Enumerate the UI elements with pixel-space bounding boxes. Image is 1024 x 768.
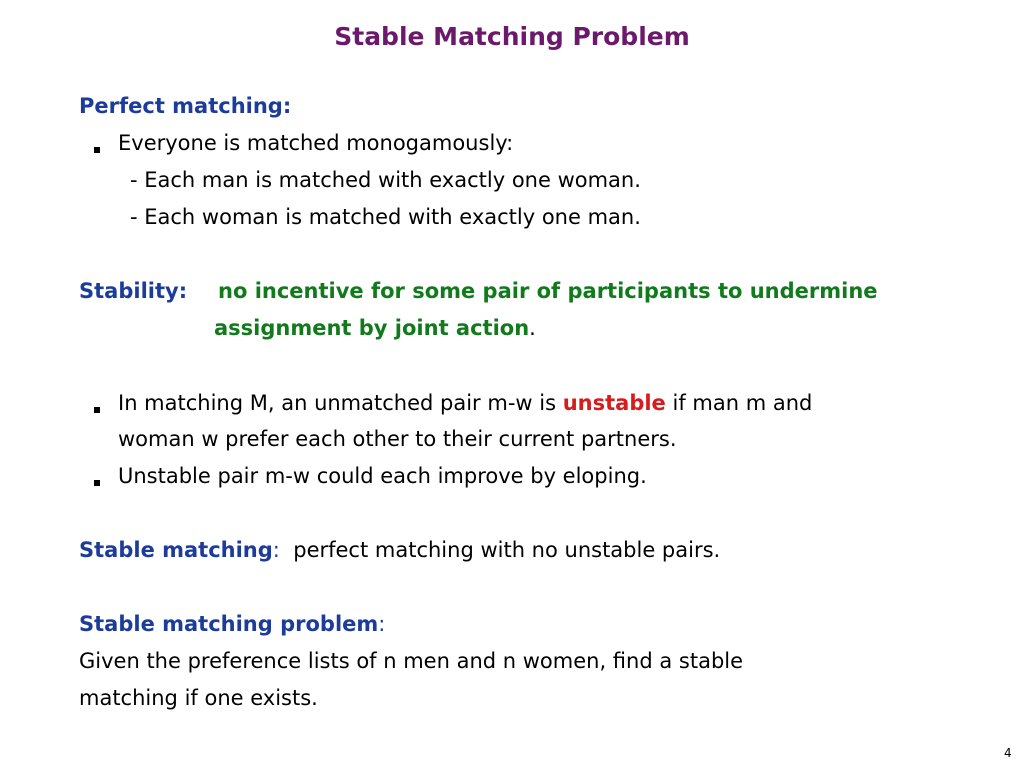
page-number: 4 bbox=[1004, 746, 1012, 760]
unstable-bullet-line1 bbox=[118, 388, 812, 418]
problem-text-line1: Given the preference lists of n men and n women, find a stable bbox=[79, 649, 744, 673]
unstable-term: unstable bbox=[562, 391, 666, 415]
slide-title: Stable Matching Problem bbox=[334, 22, 690, 51]
stable-matching-problem-colon: : bbox=[378, 612, 386, 636]
stability-definition-period: . bbox=[529, 316, 536, 340]
stable-matching-problem-heading: Stable matching problem bbox=[79, 612, 379, 636]
perfect-bullet-everyone: Everyone is matched monogamously: bbox=[118, 131, 514, 155]
bullet-icon bbox=[94, 480, 100, 486]
stability-definition-term: assignment by joint action bbox=[214, 316, 530, 340]
perfect-matching-heading: Perfect matching: bbox=[79, 94, 292, 118]
unstable-pre-text: In matching M, an unmatched pair m-w is bbox=[118, 391, 557, 415]
stable-matching-heading: Stable matching bbox=[79, 538, 273, 562]
unstable-post-text: if man m and bbox=[672, 391, 813, 415]
perfect-sub-woman: - Each woman is matched with exactly one man. bbox=[130, 205, 641, 229]
stable-matching-definition bbox=[79, 535, 720, 565]
unstable-bullet-eloping: Unstable pair m-w could each improve by eloping. bbox=[118, 464, 647, 488]
bullet-icon bbox=[94, 147, 100, 153]
stability-definition-line1: no incentive for some pair of participants to undermine bbox=[218, 279, 878, 303]
stable-matching-text: perfect matching with no unstable pairs. bbox=[293, 538, 721, 562]
bullet-icon bbox=[94, 407, 100, 413]
problem-text-line2: matching if one exists. bbox=[79, 686, 318, 710]
stable-matching-colon: : bbox=[272, 538, 280, 562]
unstable-bullet-line2: woman w prefer each other to their current partners. bbox=[118, 427, 677, 451]
stability-definition-line2 bbox=[214, 313, 536, 343]
stability-heading: Stability: bbox=[79, 279, 188, 303]
stable-matching-problem-heading-line bbox=[79, 609, 385, 639]
perfect-sub-man: - Each man is matched with exactly one woman. bbox=[130, 168, 641, 192]
